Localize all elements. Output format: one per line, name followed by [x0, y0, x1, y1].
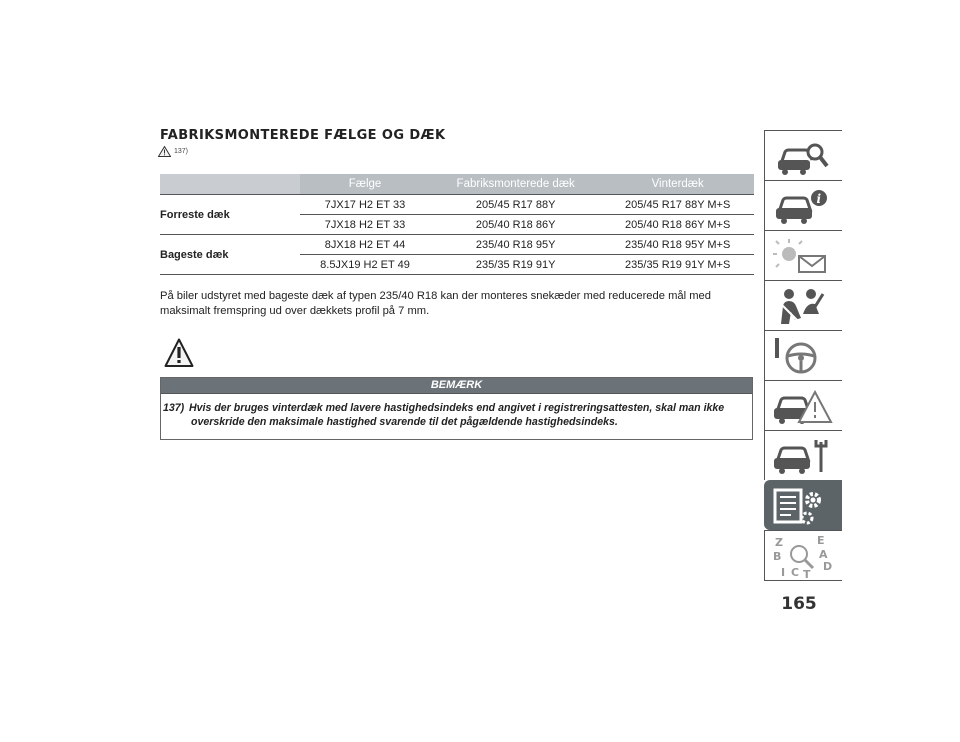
table-header-empty [160, 174, 300, 195]
table-cell: 235/35 R19 91Y [430, 255, 601, 275]
rim-tire-table [160, 174, 754, 275]
table-header-rims: Fælge [300, 174, 430, 195]
sidebar-tab-technical-data[interactable] [764, 480, 842, 530]
table-cell: 8.5JX19 H2 ET 49 [300, 255, 430, 275]
sidebar-tab-knowing-car[interactable] [764, 130, 842, 180]
table-cell: 235/35 R19 91Y M+S [601, 255, 754, 275]
row-label-rear: Bageste dæk [160, 235, 300, 275]
svg-text:T: T [803, 568, 811, 578]
note-line-1: Hvis der bruges vinterdæk med lavere hastighedsindeks end angivet i registreringsattesten, skal man ikke [189, 402, 725, 414]
svg-text:D: D [823, 560, 833, 573]
table-header-factory-tires: Fabriksmonterede dæk [430, 174, 601, 195]
car-wrench-icon [769, 434, 839, 478]
sidebar-tab-warning-lights[interactable] [764, 230, 842, 280]
table-row [160, 235, 754, 255]
table-cell: 205/40 R18 86Y M+S [601, 215, 754, 235]
svg-text:Z: Z [775, 536, 783, 549]
note-box [160, 377, 753, 440]
car-warning-triangle-icon [769, 384, 839, 428]
table-header-winter-tires: Vinterdæk [601, 174, 754, 195]
alphabetical-index-icon [769, 534, 839, 578]
svg-text:A: A [819, 548, 828, 561]
sidebar-tab-maintenance[interactable] [764, 430, 842, 480]
sidebar-tab-starting-driving[interactable] [764, 330, 842, 380]
table-cell: 205/45 R17 88Y [430, 195, 601, 215]
note-heading: BEMÆRK [161, 378, 752, 394]
svg-text:I: I [781, 566, 786, 578]
note-text [161, 394, 752, 429]
table-cell: 205/40 R18 86Y [430, 215, 601, 235]
svg-text:B: B [773, 550, 782, 563]
page-number: 165 [781, 594, 817, 614]
warning-triangle-icon [158, 146, 171, 157]
sidebar-tab-index[interactable] [764, 530, 842, 580]
svg-text:C: C [791, 566, 800, 578]
steering-wheel-icon [769, 334, 839, 378]
table-cell: 205/45 R17 88Y M+S [601, 195, 754, 215]
table-cell: 7JX17 H2 ET 33 [300, 195, 430, 215]
chapter-sidebar [764, 130, 842, 581]
snow-chain-paragraph: På biler udstyret med bageste dæk af typen 235/40 R18 kan der monteres snekæder med reducerede mål med maksimalt fremspring ud over dækkets profil på 7 mm. [160, 290, 711, 317]
table-cell: 7JX18 H2 ET 33 [300, 215, 430, 235]
table-row [160, 195, 754, 215]
table-cell: 8JX18 H2 ET 44 [300, 235, 430, 255]
car-info-icon [769, 184, 839, 228]
sidebar-tab-emergency[interactable] [764, 380, 842, 430]
row-label-front: Forreste dæk [160, 195, 300, 235]
note-number: 137) [163, 402, 185, 414]
seatbelt-airbag-icon [769, 284, 839, 328]
sidebar-bottom-rule [764, 580, 842, 581]
warning-triangle-icon [164, 338, 194, 368]
car-search-icon [769, 134, 839, 178]
note-line-2: overskride den maksimale hastighed svarende til det pågældende hastighedsindeks. [191, 416, 618, 428]
sidebar-tab-safety[interactable] [764, 180, 842, 230]
warning-light-message-icon [769, 234, 839, 278]
warning-reference-number: 137) [174, 148, 189, 155]
table-cell: 235/40 R18 95Y [430, 235, 601, 255]
svg-text:i: i [816, 192, 822, 206]
technical-data-icon [769, 484, 839, 528]
svg-text:E: E [817, 534, 825, 547]
sidebar-tab-safety-devices[interactable] [764, 280, 842, 330]
table-header-row [160, 174, 754, 195]
section-title: FABRIKSMONTEREDE FÆLGE OG DÆK [160, 128, 446, 143]
warning-reference [158, 146, 188, 157]
table-cell: 235/40 R18 95Y M+S [601, 235, 754, 255]
